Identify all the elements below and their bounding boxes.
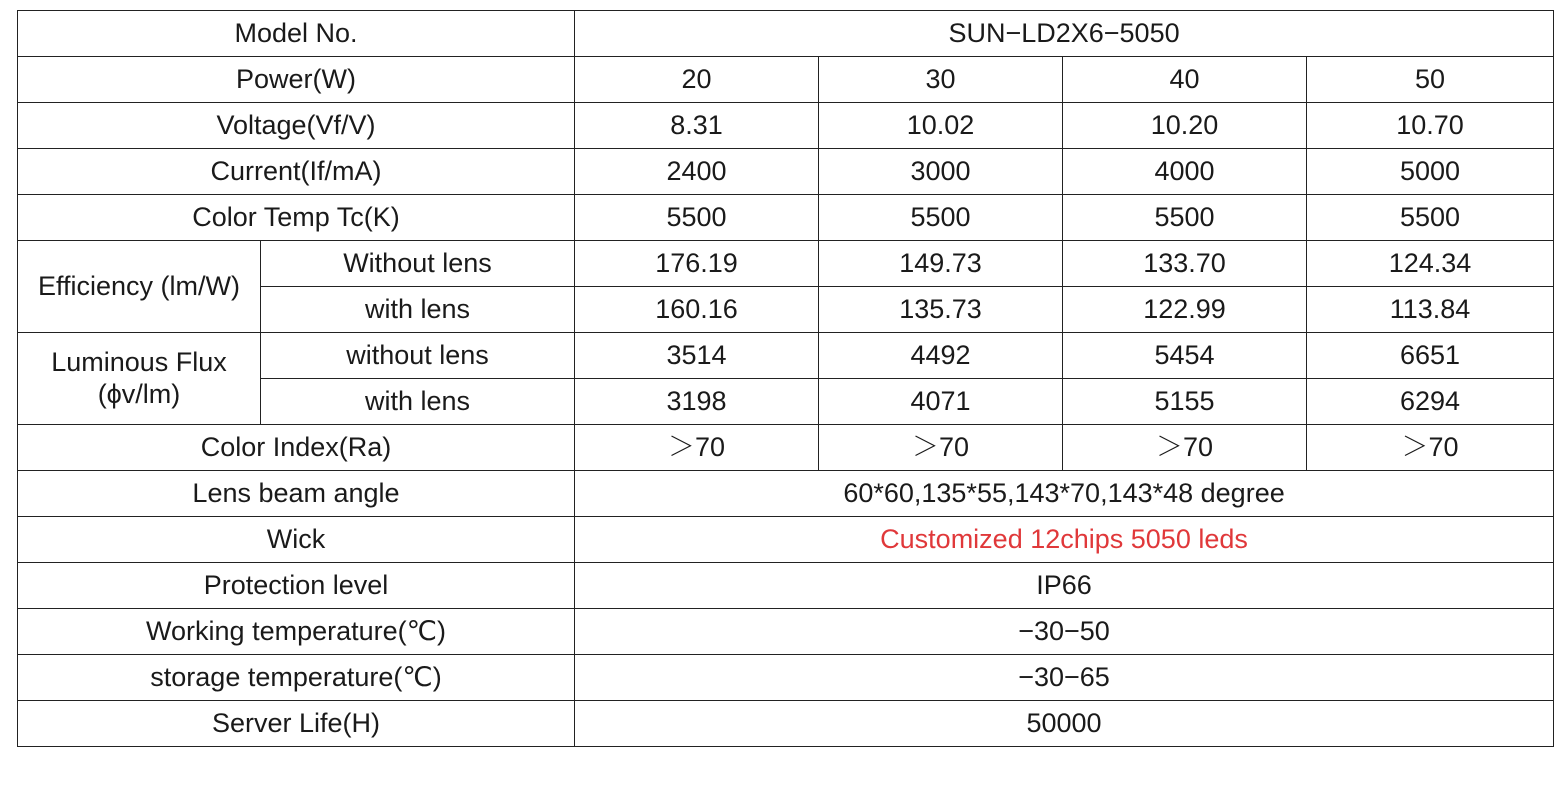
protection-label: Protection level: [18, 563, 575, 609]
efficiency-value: 122.99: [1063, 287, 1307, 333]
flux-with-lens-label: with lens: [261, 379, 575, 425]
flux-label-line1: Luminous Flux: [51, 347, 227, 378]
power-value: 30: [819, 57, 1063, 103]
color-temp-row: [18, 195, 1554, 241]
wick-label: Wick: [18, 517, 575, 563]
current-value: 2400: [575, 149, 819, 195]
efficiency-value: 113.84: [1307, 287, 1554, 333]
efficiency-value: 135.73: [819, 287, 1063, 333]
flux-value: 5155: [1063, 379, 1307, 425]
voltage-value: 10.20: [1063, 103, 1307, 149]
color-index-value: ＞70: [1307, 425, 1554, 471]
power-row: [18, 57, 1554, 103]
efficiency-row-without-lens: [18, 241, 1554, 287]
efficiency-value: 160.16: [575, 287, 819, 333]
flux-value: 6294: [1307, 379, 1554, 425]
voltage-value: 10.02: [819, 103, 1063, 149]
color-temp-label: Color Temp Tc(K): [18, 195, 575, 241]
current-value: 4000: [1063, 149, 1307, 195]
working-temp-row: [18, 609, 1554, 655]
beam-angle-label: Lens beam angle: [18, 471, 575, 517]
flux-row-without-lens: [18, 333, 1554, 379]
life-value: 50000: [575, 701, 1554, 747]
power-value: 40: [1063, 57, 1307, 103]
wick-row: [18, 517, 1554, 563]
power-label: Power(W): [18, 57, 575, 103]
storage-temp-label: storage temperature(℃): [18, 655, 575, 701]
storage-temp-row: [18, 655, 1554, 701]
efficiency-without-lens-label: Without lens: [261, 241, 575, 287]
voltage-value: 10.70: [1307, 103, 1554, 149]
efficiency-value: 133.70: [1063, 241, 1307, 287]
flux-label-line2: (ϕv/lm): [97, 378, 181, 409]
working-temp-label: Working temperature(℃): [18, 609, 575, 655]
flux-value: 4071: [819, 379, 1063, 425]
flux-value: 6651: [1307, 333, 1554, 379]
color-temp-value: 5500: [819, 195, 1063, 241]
flux-value: 5454: [1063, 333, 1307, 379]
color-index-value: ＞70: [575, 425, 819, 471]
life-label: Server Life(H): [18, 701, 575, 747]
model-row: [18, 11, 1554, 57]
flux-value: 3514: [575, 333, 819, 379]
color-index-row: [18, 425, 1554, 471]
current-value: 5000: [1307, 149, 1554, 195]
storage-temp-value: −30−65: [575, 655, 1554, 701]
life-row: [18, 701, 1554, 747]
color-index-label: Color Index(Ra): [18, 425, 575, 471]
protection-value: IP66: [575, 563, 1554, 609]
working-temp-value: −30−50: [575, 609, 1554, 655]
voltage-label: Voltage(Vf/V): [18, 103, 575, 149]
power-value: 20: [575, 57, 819, 103]
flux-label: [18, 333, 261, 425]
model-value: SUN−LD2X6−5050: [575, 11, 1554, 57]
efficiency-with-lens-label: with lens: [261, 287, 575, 333]
color-index-value: ＞70: [1063, 425, 1307, 471]
current-value: 3000: [819, 149, 1063, 195]
efficiency-value: 176.19: [575, 241, 819, 287]
efficiency-value: 149.73: [819, 241, 1063, 287]
color-temp-value: 5500: [575, 195, 819, 241]
flux-value: 3198: [575, 379, 819, 425]
current-label: Current(If/mA): [18, 149, 575, 195]
spec-table: [17, 10, 1554, 747]
efficiency-label: Efficiency (lm/W): [18, 241, 261, 333]
color-index-value: ＞70: [819, 425, 1063, 471]
flux-without-lens-label: without lens: [261, 333, 575, 379]
beam-angle-row: [18, 471, 1554, 517]
current-row: [18, 149, 1554, 195]
power-value: 50: [1307, 57, 1554, 103]
voltage-row: [18, 103, 1554, 149]
model-label: Model No.: [18, 11, 575, 57]
flux-value: 4492: [819, 333, 1063, 379]
protection-row: [18, 563, 1554, 609]
efficiency-value: 124.34: [1307, 241, 1554, 287]
beam-angle-value: 60*60,135*55,143*70,143*48 degree: [575, 471, 1554, 517]
color-temp-value: 5500: [1063, 195, 1307, 241]
wick-value: Customized 12chips 5050 leds: [575, 517, 1554, 563]
voltage-value: 8.31: [575, 103, 819, 149]
color-temp-value: 5500: [1307, 195, 1554, 241]
